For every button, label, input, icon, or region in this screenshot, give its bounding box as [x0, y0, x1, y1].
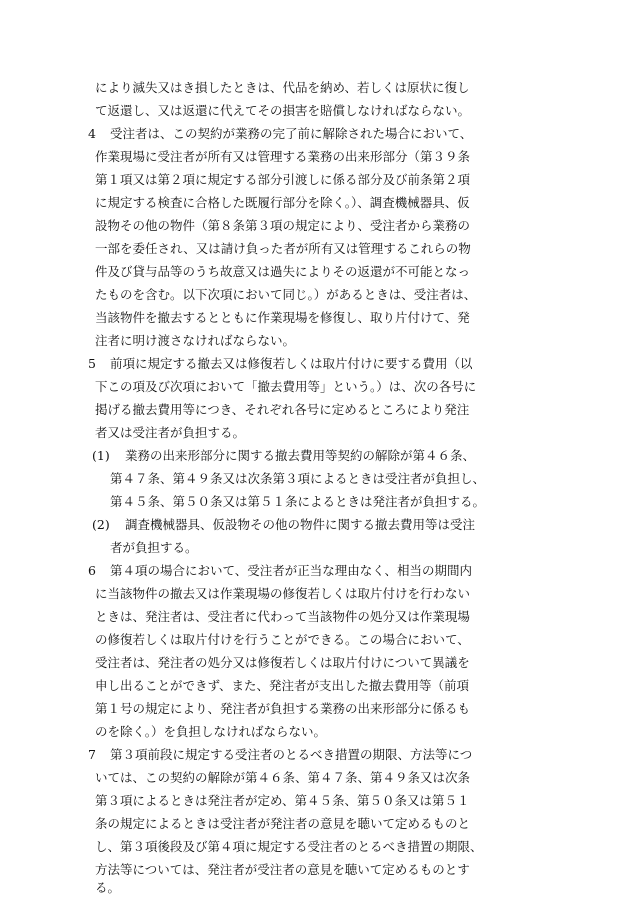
text-line: て返還し、又は返還に代えてその損害を賠償しなければならない。	[95, 103, 471, 118]
paragraph-number: 4	[88, 126, 96, 141]
text-line: 第４項の場合において、受注者が正当な理由なく、相当の期間内	[110, 563, 473, 578]
text-line: 受注者は、発注者の処分又は修復若しくは取片付けについて異議を	[95, 655, 470, 670]
text-line: に当該物件の撤去又は作業現場の修復若しくは取片付けを行わない	[95, 586, 471, 601]
text-line: 件及び貸与品等のうち故意又は過失によりその返還が不可能となっ	[95, 264, 471, 279]
text-line: る。	[95, 880, 121, 895]
text-line: 第１項又は第２項に規定する部分引渡しに係る部分及び前条第２項	[95, 172, 471, 187]
text-line: 一部を委任され、又は請け負った者が所有又は管理するこれらの物	[95, 241, 471, 256]
text-line: 受注者は、この契約が業務の完了前に解除された場合において、	[110, 126, 473, 141]
text-line: 当該物件を撤去するとともに作業現場を修復し、取り片付けて、発	[95, 310, 470, 325]
item-number: (1)	[92, 448, 110, 463]
text-line: の修復若しくは取片付けを行うことができる。この場合において、	[95, 632, 470, 647]
text-line: 第４７条、第４９条又は次条第３項によるときは受注者が負担し、	[110, 471, 486, 486]
text-line: いては、この契約の解除が第４６条、第４７条、第４９条又は次条	[95, 770, 471, 785]
text-line: のを除く。）を負担しなければならない。	[95, 724, 327, 739]
text-line: により滅失又はき損したときは、代品を納め、若しくは原状に復し	[95, 80, 470, 95]
text-line: たものを含む。以下次項において同じ。）があるときは、受注者は、	[95, 287, 477, 302]
text-line: 前項に規定する撤去又は修復若しくは取片付けに要する費用（以	[110, 356, 473, 371]
text-line: 第３項前段に規定する受注者のとるべき措置の期限、方法等につ	[110, 747, 473, 762]
text-line: 作業現場に受注者が所有又は管理する業務の出来形部分（第３９条	[95, 149, 471, 164]
item-number: (2)	[92, 517, 110, 532]
text-line: 者が負担する。	[110, 540, 198, 555]
text-line: 第３項によるときは発注者が定め、第４５条、第５０条又は第５１	[95, 793, 470, 808]
paragraph-number: 5	[88, 356, 96, 371]
paragraph-number: 6	[88, 563, 96, 578]
text-line: 下この項及び次項において「撤去費用等」という。）は、次の各号に	[95, 379, 477, 394]
text-line: 申し出ることができず、また、発注者が支出した撤去費用等（前項	[95, 678, 470, 693]
text-line: に規定する検査に合格した既履行部分を除く。）、調査機械器具、仮	[95, 195, 470, 210]
text-line: 方法等については、発注者が受注者の意見を聴いて定めるものとす	[95, 862, 470, 877]
text-line: 調査機械器具、仮設物その他の物件に関する撤去費用等は受注	[125, 517, 476, 532]
text-line: 業務の出来形部分に関する撤去費用等契約の解除が第４６条、	[125, 448, 476, 463]
text-line: 条の規定によるときは受注者が発注者の意見を聴いて定めるものと	[95, 816, 471, 831]
text-line: 者又は受注者が負担する。	[95, 425, 246, 440]
text-line: 第１号の規定により、発注者が負担する業務の出来形部分に係るも	[95, 701, 471, 716]
text-line: 第４５条、第５０条又は第５１条によるときは発注者が負担する。	[110, 494, 486, 509]
text-line: 注者に明け渡さなければならない。	[95, 333, 296, 348]
text-line: 掲げる撤去費用等につき、それぞれ各号に定めるところにより発注	[95, 402, 470, 417]
text-line: 設物その他の物件（第８条第３項の規定により、受注者から業務の	[95, 218, 471, 233]
text-line: し、第３項後段及び第４項に規定する受注者のとるべき措置の期限、	[95, 839, 483, 854]
text-line: ときは、発注者は、受注者に代わって当該物件の処分又は作業現場	[95, 609, 470, 624]
paragraph-number: 7	[88, 747, 96, 762]
